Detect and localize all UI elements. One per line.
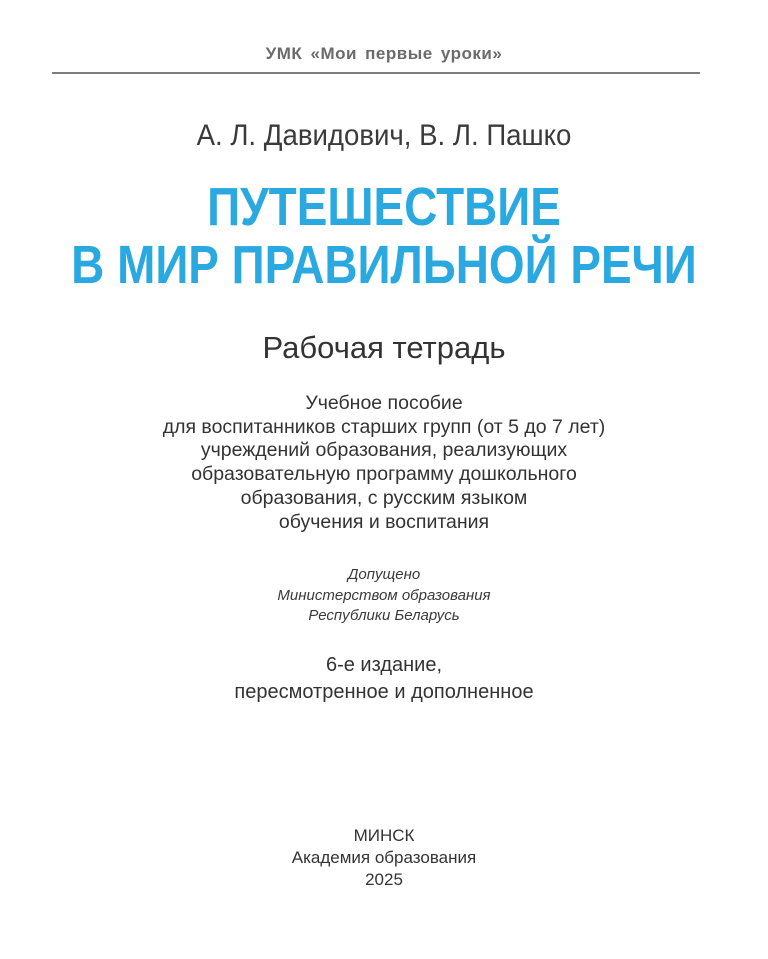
description-line: Учебное пособие (305, 392, 463, 414)
imprint-year: 2025 (365, 870, 403, 889)
approval-line: Допущено (347, 566, 421, 583)
description-line: образовательную программу дошкольного (191, 463, 577, 486)
book-title-line2: В МИР ПРАВИЛЬНОЙ РЕЧИ (71, 235, 697, 295)
imprint-publisher: Академия образования (291, 848, 477, 867)
authors-line: А. Л. Давидович, В. Л. Пашко (196, 119, 572, 152)
imprint-city: МИНСК (353, 826, 415, 845)
header-rule (52, 72, 700, 74)
book-title (58, 178, 711, 294)
approval-line: Республики Беларусь (308, 607, 460, 624)
description-line: образования, с русским языком (240, 486, 528, 509)
book-title-line1: ПУТЕШЕСТВИЕ (207, 177, 561, 237)
approval-block (0, 565, 768, 627)
description-line: учреждений образования, реализующих (200, 439, 568, 462)
imprint-block (0, 825, 768, 891)
series-label: УМК «Мои первые уроки» (265, 44, 503, 63)
edition-line: пересмотренное и дополненное (234, 681, 534, 703)
description-line: обучения и воспитания (278, 510, 490, 533)
description-block (0, 392, 768, 534)
edition-block (0, 652, 768, 706)
subtitle: Рабочая тетрадь (262, 330, 506, 365)
approval-line: Министерством образования (277, 586, 491, 604)
edition-line: 6-е издание, (325, 654, 443, 676)
description-line: для воспитанников старших групп (от 5 до 7 лет) (162, 415, 606, 438)
